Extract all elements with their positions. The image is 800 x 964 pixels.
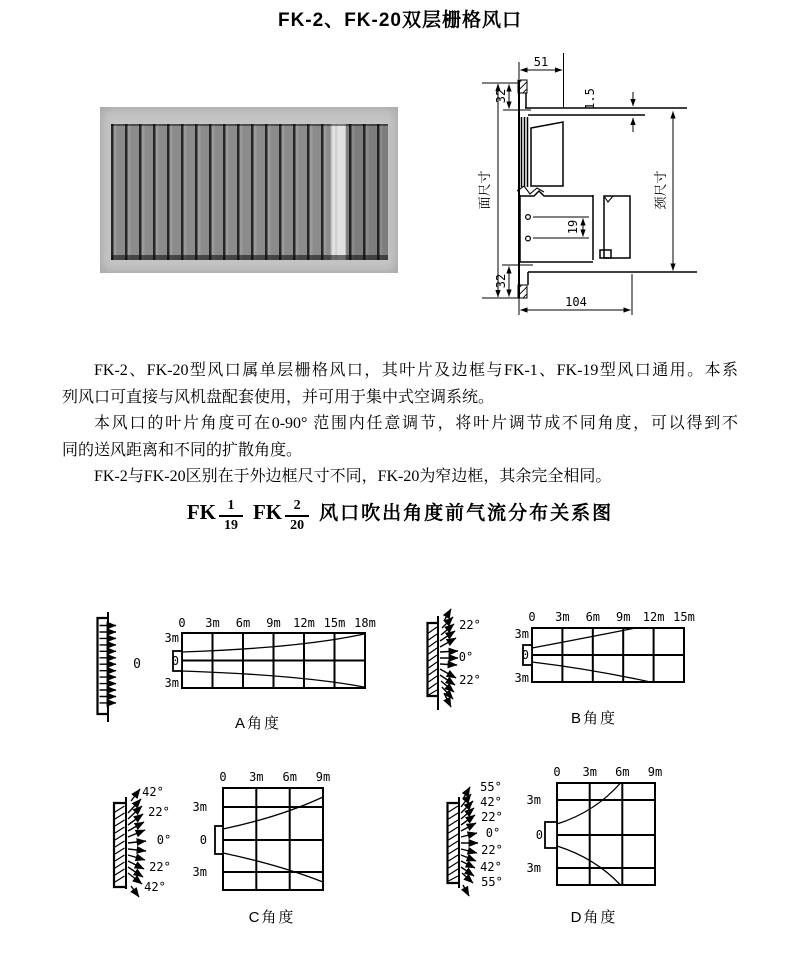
y-tick: 0	[171, 654, 179, 668]
y-tick: 3m	[526, 861, 541, 875]
airflow-arrows	[461, 787, 478, 896]
y-tick: 0	[199, 833, 207, 847]
y-tick: 3m	[164, 631, 179, 645]
chart-c	[90, 760, 390, 935]
dim-32-bottom: 32	[494, 273, 508, 289]
vent-symbol	[98, 612, 117, 722]
slat-hatch	[429, 627, 438, 695]
outlet-rect	[215, 826, 223, 854]
grid	[557, 783, 655, 885]
y-tick: 3m	[514, 671, 529, 685]
chart-caption: A角度	[234, 715, 282, 732]
section-heading	[0, 498, 800, 533]
x-tick: 0	[219, 770, 227, 784]
dimension-lines	[482, 53, 673, 315]
x-tick: 6m	[235, 616, 251, 630]
vent-angle-label: 55°	[480, 780, 502, 794]
x-tick: 15m	[673, 610, 695, 624]
x-tick: 0	[178, 616, 186, 630]
dim-51: 51	[533, 55, 549, 69]
fk-code: FK	[186, 500, 216, 524]
x-tick: 6m	[585, 610, 601, 624]
vent-angle-label: 0	[133, 657, 141, 672]
vent-angle-label: 0°	[485, 826, 501, 840]
chart-caption: C角度	[248, 909, 296, 926]
grille-slats	[111, 124, 388, 260]
x-tick: 6m	[615, 765, 630, 779]
face-size-label: 面尺寸	[477, 170, 492, 210]
vent-symbol	[448, 787, 479, 896]
neck-size-label: 颈尺寸	[653, 170, 668, 210]
dimension-drawing	[455, 50, 800, 325]
x-tick: 3m	[249, 770, 264, 784]
y-tick: 3m	[192, 800, 207, 814]
vent-angle-label: 55°	[481, 875, 503, 889]
vent-angle-label: 0°	[156, 833, 172, 847]
fraction-2-20: $\frac{2}{20}$	[285, 499, 309, 533]
vent-symbol	[428, 609, 459, 710]
vent-symbol	[114, 789, 146, 897]
dim-32-top: 32	[494, 88, 508, 104]
vent-angle-label: 22°	[459, 673, 481, 687]
grille-photo	[100, 107, 398, 273]
chart-b	[415, 600, 705, 735]
fk-code: FK	[252, 500, 283, 524]
y-tick: 3m	[192, 865, 207, 879]
body-outline	[517, 93, 697, 285]
slat-hatch	[449, 806, 459, 881]
paragraph-line: 同的送风距离和不同的扩散角度。	[62, 441, 303, 459]
x-tick: 15m	[323, 616, 346, 630]
vent-angle-label: 0°	[458, 650, 474, 664]
y-tick: 0	[521, 648, 529, 662]
y-tick: 0	[535, 828, 543, 842]
vent-angle-label: 42°	[480, 860, 502, 874]
slat-hatch	[115, 806, 125, 882]
x-tick: 9m	[315, 770, 331, 784]
paragraph-line: 列风口可直接与风机盘配套使用，并可用于集中式空调系统。	[62, 388, 495, 406]
x-tick: 6m	[282, 770, 297, 784]
paragraph-line: 本风口的叶片角度可在0-90° 范围内任意调节，将叶片调节成不同角度，可以得到不	[94, 415, 738, 432]
x-tick: 18m	[354, 616, 376, 630]
vent-angle-label: 22°	[149, 860, 171, 874]
airflow-arrows	[440, 609, 458, 707]
chart-a	[85, 600, 385, 735]
x-tick: 0	[528, 610, 536, 624]
fraction-1-19: $\frac{1}{19}$	[219, 499, 243, 533]
y-tick: 3m	[526, 793, 541, 807]
y-tick: 3m	[164, 676, 179, 690]
x-tick: 12m	[642, 610, 665, 624]
vent-angle-label: 42°	[144, 880, 166, 894]
chart-caption: D角度	[570, 909, 618, 926]
grid	[182, 633, 365, 688]
x-tick: 9m	[647, 765, 663, 779]
vent-angle-label: 22°	[459, 618, 481, 632]
body-text	[62, 358, 738, 491]
vent-angle-label: 22°	[148, 805, 170, 819]
vent-angle-label: 42°	[480, 795, 502, 809]
paragraph-line: FK-2、FK-20型风口属单层栅格风口，其叶片及边框与FK-1、FK-19型风口通用。本系	[94, 362, 738, 379]
chart-d	[425, 760, 715, 935]
vent-angle-label: 22°	[481, 843, 503, 857]
x-tick: 9m	[615, 610, 631, 624]
x-tick: 12m	[293, 616, 315, 630]
section-heading-text: 风口吹出角度前气流分布关系图	[319, 503, 614, 524]
dim-19: 19	[566, 219, 580, 235]
vent-angle-label: 42°	[142, 785, 164, 799]
x-tick: 3m	[555, 610, 570, 624]
x-tick: 3m	[582, 765, 597, 779]
page-title: FK-2、FK-20双层栅格风口	[277, 10, 522, 31]
outlet-rect	[545, 822, 557, 848]
paragraph-line: FK-2与FK-20区别在于外边框尺寸不同，FK-20为窄边框，其余完全相同。	[94, 468, 612, 485]
dim-104: 104	[565, 295, 587, 309]
dim-1-5: 1.5	[583, 88, 597, 110]
x-tick: 9m	[266, 616, 281, 630]
x-tick: 0	[553, 765, 561, 779]
y-tick: 3m	[514, 627, 529, 641]
x-tick: 3m	[205, 616, 220, 630]
chart-caption: B角度	[570, 710, 618, 727]
vent-angle-label: 22°	[481, 810, 503, 824]
